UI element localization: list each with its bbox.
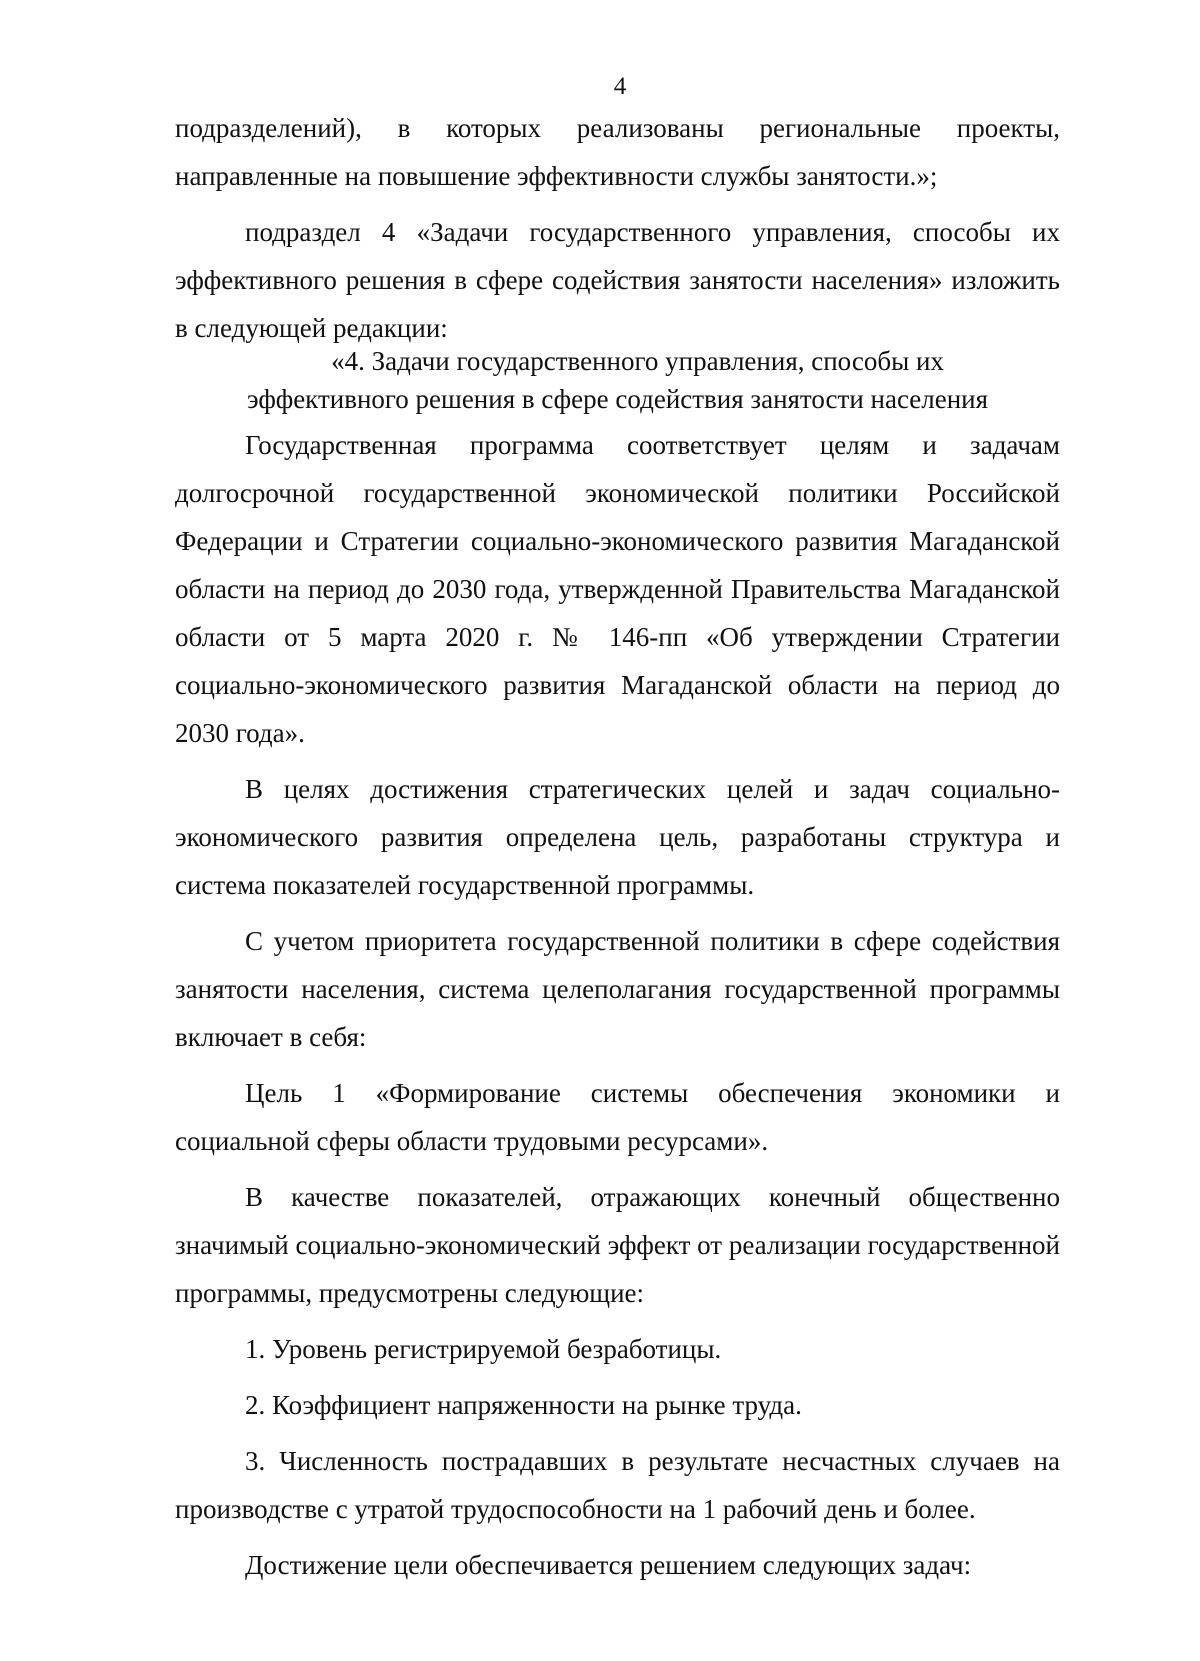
paragraph-tasks-intro: Достижение цели обеспечивается решением следующих задач:	[245, 1550, 972, 1580]
paragraph-program-conformity: Государственная программа соответствует целям и задачам долгосрочной государственной экономической политики Российской Федерации и Стратегии социально-экономического развития Магаданской области на период до 2030 года, утвержденной Правительства Магаданской области от 5 марта 2020 г. № 146-пп «Об утверждении Стратегии социально-экономического развития Магаданской области на период до 2030 года».	[175, 430, 1060, 748]
paragraph-strategic-goals: В целях достижения стратегических целей и задач социально-экономического развития определена цель, разработаны структура и система показателей государственной программы.	[175, 774, 1060, 900]
text-block-main	[175, 421, 1060, 1589]
paragraph-subsection-instruction: подраздел 4 «Задачи государственного управления, способы их эффективного решения в сфере содействия занятости населения» изложить в следующей редакции:	[175, 217, 1060, 343]
section-heading-line-1: «4. Задачи государственного управления, способы их	[331, 346, 944, 376]
paragraph-indicators-intro: В качестве показателей, отражающих конечный общественно значимый социально-экономический эффект от реализации государственной программы, предусмотрены следующие:	[175, 1182, 1060, 1308]
section-heading-line-2: эффективного решения в сфере содействия занятости населения	[246, 384, 989, 414]
paragraph-goal-1: Цель 1 «Формирование системы обеспечения экономики и социальной сферы области трудовыми ресурсами».	[175, 1078, 1060, 1156]
list-item-indicator-3: 3. Численность пострадавших в результате несчастных случаев на производстве с утратой трудоспособности на 1 рабочий день и более.	[175, 1446, 1060, 1524]
page-number: 4	[613, 73, 627, 100]
list-item-indicator-1: 1. Уровень регистрируемой безработицы.	[245, 1334, 722, 1364]
paragraph-continuation: подразделений), в которых реализованы региональные проекты, направленные на повышение эффективности службы занятости.»;	[175, 113, 1060, 191]
section-heading	[175, 342, 1060, 418]
paragraph-goal-system: С учетом приоритета государственной политики в сфере содействия занятости населения, система целеполагания государственной программы включает в себя:	[175, 926, 1060, 1052]
text-block-intro	[175, 104, 1060, 352]
list-item-indicator-2: 2. Коэффициент напряженности на рынке труда.	[245, 1390, 802, 1420]
